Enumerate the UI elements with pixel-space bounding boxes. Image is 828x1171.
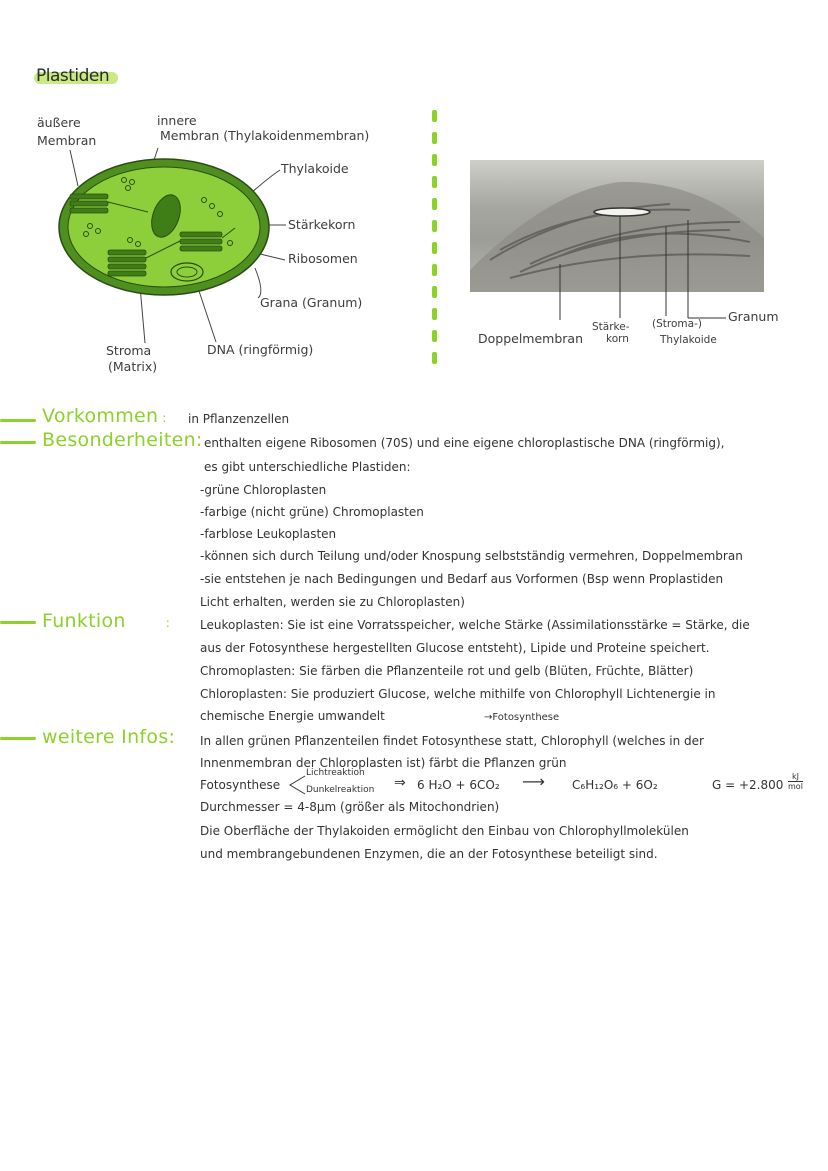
besonderheiten-line-2: es gibt unterschiedliche Plastiden:: [204, 460, 411, 474]
equation-implies: ⇒: [394, 775, 406, 791]
label-staerkekorn: Stärkekorn: [288, 217, 356, 232]
besonderheiten-line-3: -grüne Chloroplasten: [200, 483, 327, 497]
besonderheiten-line-4: -farbige (nicht grüne) Chromoplasten: [200, 505, 424, 519]
funktion-line-4: Chloroplasten: Sie produziert Glucose, welche mithilfe von Chlorophyll Lichtenergie in: [200, 687, 716, 701]
funktion-arrow-note: →Fotosynthese: [484, 712, 560, 723]
weitere-heading: weitere Infos:: [42, 726, 176, 748]
label-dna: DNA (ringförmig): [207, 342, 314, 357]
weitere-line-4: Die Oberfläche der Thylakoiden ermöglicht den Einbau von Chlorophyllmolekülen: [200, 824, 689, 838]
label-doppelmembran: Doppelmembran: [478, 331, 584, 346]
besonderheiten-heading: Besonderheiten:: [42, 429, 203, 451]
besonderheiten-line-5: -farblose Leukoplasten: [200, 527, 337, 541]
funktion-line-2: aus der Fotosynthese hergestellten Glucose entsteht), Lipide und Proteine speichert.: [200, 641, 710, 655]
label-outer-membrane-1: äußere: [37, 115, 81, 130]
funktion-line-1: Leukoplasten: Sie ist eine Vorratsspeicher, welche Stärke (Assimilationsstärke = Stärke, die: [200, 618, 750, 632]
page-title: Plastiden: [36, 66, 110, 86]
equation-unit-den: mol: [788, 782, 803, 791]
besonderheiten-marker: [0, 441, 36, 444]
weitere-marker: [0, 737, 36, 740]
grana-stack-left: [70, 194, 108, 213]
label-stroma-1: Stroma: [106, 343, 152, 358]
chloroplast-micrograph: [470, 160, 764, 292]
besonderheiten-line-6: -können sich durch Teilung und/oder Knospung selbstständig vermehren, Doppelmembran: [200, 549, 743, 563]
funktion-heading: Funktion :: [42, 610, 171, 632]
weitere-line-3: Durchmesser = 4-8µm (größer als Mitochondrien): [200, 800, 500, 814]
besonderheiten-line-8: Licht erhalten, werden sie zu Chloroplasten): [200, 595, 465, 609]
equation-unit: [788, 772, 803, 791]
label-outer-membrane-2: Membran: [37, 133, 97, 148]
equation-arrow: ⟶: [522, 772, 545, 791]
vorkommen-heading: Vorkommen :: [42, 405, 167, 427]
funktion-marker: [0, 621, 36, 624]
label-inner-membrane-2: Membran (Thylakoidenmembran): [160, 128, 370, 143]
besonderheiten-line-1: enthalten eigene Ribosomen (70S) und eine eigene chloroplastische DNA (ringförmig),: [204, 436, 725, 450]
label-micro-staerke-1: Stärke-: [592, 321, 630, 333]
equation-branch: [287, 772, 307, 798]
label-inner-membrane-1: innere: [157, 113, 197, 128]
equation-branch-top: Lichtreaktion: [306, 768, 365, 778]
equation-unit-num: kJ: [788, 772, 803, 782]
label-micro-thylakoide-2: Thylakoide: [660, 334, 717, 346]
equation-lhs: Fotosynthese: [200, 778, 281, 792]
weitere-line-1: In allen grünen Pflanzenteilen findet Fotosynthese statt, Chlorophyll (welches in der: [200, 734, 704, 748]
vorkommen-text: in Pflanzenzellen: [188, 412, 290, 426]
equation-energy: G = +2.800: [712, 778, 784, 792]
equation-reactants: 6 H₂O + 6CO₂: [417, 778, 500, 792]
label-micro-thylakoide-1: (Stroma-): [652, 318, 702, 330]
label-micro-staerke-2: korn: [606, 333, 629, 345]
equation-branch-bottom: Dunkelreaktion: [306, 785, 375, 795]
weitere-line-5: und membrangebundenen Enzymen, die an der Fotosynthese beteiligt sind.: [200, 847, 658, 861]
label-stroma-2: (Matrix): [108, 359, 158, 374]
funktion-line-3: Chromoplasten: Sie färben die Pflanzenteile rot und gelb (Blüten, Früchte, Blätter): [200, 664, 694, 678]
chloroplast-diagram: [30, 108, 430, 380]
label-ribosomen: Ribosomen: [288, 251, 358, 266]
label-micro-granum: Granum: [728, 309, 779, 324]
weitere-line-2: Innenmembran der Chloroplasten ist) färbt die Pflanzen grün: [200, 756, 567, 770]
label-thylakoide: Thylakoide: [281, 161, 349, 176]
funktion-line-5: chemische Energie umwandelt: [200, 709, 385, 723]
vorkommen-marker: [0, 419, 36, 422]
dna-ring-shape: [171, 263, 203, 281]
equation-products: C₆H₁₂O₆ + 6O₂: [572, 778, 658, 792]
besonderheiten-line-7: -sie entstehen je nach Bedingungen und Bedarf aus Vorformen (Bsp wenn Proplastiden: [200, 572, 724, 586]
grana-stack-right: [180, 232, 222, 251]
label-grana: Grana (Granum): [260, 295, 363, 310]
